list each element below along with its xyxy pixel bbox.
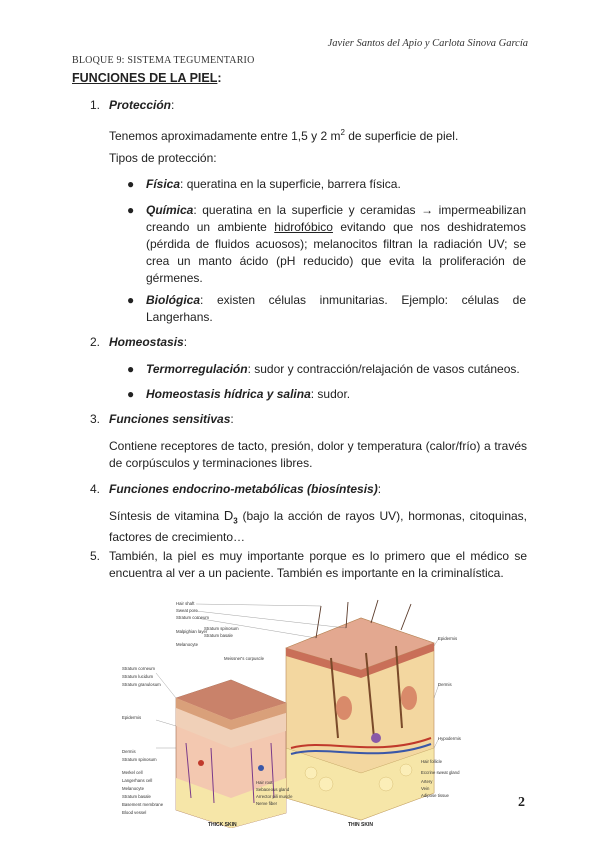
label: Meissner's corpuscle [224, 656, 264, 661]
label: Langerhans cell [122, 778, 153, 783]
page-number: 2 [518, 795, 525, 810]
item-colon: : [183, 335, 188, 349]
term: Termorregulación [146, 362, 248, 376]
label: Stratum corneum [176, 615, 209, 620]
text: Síntesis de vitamina [109, 509, 224, 523]
term: Física [146, 177, 181, 191]
section-title-text: FUNCIONES DE LA PIEL [72, 71, 218, 85]
label: Stratum spinosum [122, 757, 157, 762]
label: Adipose tissue [421, 793, 449, 798]
underlined-text: hidrofóbico [274, 220, 333, 234]
label: Stratum lucidum [122, 674, 154, 679]
item-number: 2. [90, 335, 101, 349]
label: Nerve fiber [256, 801, 278, 806]
label: Eccrine sweat gland [421, 770, 460, 775]
paragraph [109, 507, 527, 546]
text: de superficie de piel. [344, 129, 459, 143]
term: Biológica [146, 293, 201, 307]
text: evitando que nos deshidratemos (pérdida de fluidos acuosos); melanocitos filtran la radiación UV; se crea un manto ácido (pH reducido) que evita la proliferación de gérmenes. [146, 220, 526, 285]
label: Epidermis [438, 636, 458, 641]
label: Hair root [256, 780, 273, 785]
label: Sebaceous gland [256, 787, 290, 792]
text: : sudor y contracción/relajación de vasos cutáneos. [247, 362, 520, 376]
section-title-colon: : [217, 71, 222, 85]
term: Homeostasis hídrica y salina [146, 387, 311, 401]
label: Melanocyte [176, 642, 198, 647]
label: Malpighian layer [176, 629, 208, 634]
text: : queratina en la superficie, barrera física. [180, 177, 401, 191]
subscript: 3 [233, 516, 238, 526]
label: Melanocyte [122, 786, 144, 791]
labels-top [176, 601, 265, 661]
label: Dermis [122, 749, 136, 754]
bullet-icon: ● [127, 293, 135, 307]
section-title [72, 71, 222, 85]
label: Basement membrane [122, 802, 164, 807]
superscript: 2 [340, 128, 345, 137]
item-colon: : [171, 98, 175, 112]
label: Stratum basale [204, 633, 233, 638]
text: Tenemos aproximadamente entre 1,5 y 2 m [109, 129, 341, 143]
label: Sweat pore [176, 608, 198, 613]
item-title: Funciones endocrino-metabólicas (biosíntesis) [109, 482, 378, 496]
label: Stratum corneum [122, 666, 155, 671]
label: Stratum granulosum [122, 682, 161, 687]
bullet-icon: ● [127, 362, 135, 376]
label: Hypodermis [438, 736, 461, 741]
skin-diagram [116, 598, 464, 828]
paragraph [109, 124, 527, 145]
paragraph: Contiene receptores de tacto, presión, dolor y temperatura (calor/frío) a través de corpúsculos y terminaciones libres. [109, 439, 527, 470]
header-block-title: BLOQUE 9: SISTEMA TEGUMENTARIO [72, 55, 255, 66]
label: Stratum spinosum [204, 626, 239, 631]
text: (bajo la acción de rayos UV), hormonas, citoquinas, factores de crecimiento… [109, 509, 527, 545]
item-2-heading [90, 335, 187, 349]
label: Merkel cell [122, 770, 143, 775]
label: Hair follicle [421, 759, 443, 764]
header-authors: Javier Santos del Apio y Carlota Sinova García [327, 38, 528, 49]
bullet-icon: ● [127, 177, 135, 191]
label: Arrector pili muscle [256, 794, 293, 799]
paragraph: Tipos de protección: [109, 151, 217, 165]
term: Química [146, 203, 194, 217]
caption-thin-skin: THIN SKIN [348, 822, 373, 828]
label: Stratum basale [122, 794, 151, 799]
text: : sudor. [310, 387, 351, 401]
item-title: Homeostasis [109, 335, 184, 349]
label: Artery [421, 779, 433, 784]
labels-left [122, 666, 164, 815]
item-number: 1. [90, 98, 101, 112]
item-title: Protección [109, 98, 172, 112]
bullet-icon: ● [127, 203, 135, 217]
text: : queratina en la superficie y ceramidas → impermeabilizan creando un ambiente [146, 203, 526, 234]
item-number: 3. [90, 412, 101, 426]
label: Epidermis [122, 715, 142, 720]
item-number: 4. [90, 482, 101, 496]
label: Blood vessel [122, 810, 147, 815]
caption-thick-skin: THICK SKIN [208, 822, 237, 828]
item-3-heading [90, 412, 234, 426]
item-title: Funciones sensitivas [109, 412, 231, 426]
item-4-heading [90, 482, 381, 496]
item-number: 5. [90, 549, 101, 563]
text: También, la piel es muy importante porque es lo primero que el médico se encuentra al ver a un paciente. También es importante en la criminalística. [109, 549, 527, 580]
bullet-icon: ● [127, 387, 135, 401]
label: Dermis [438, 682, 452, 687]
thin-skin-block [286, 600, 434, 820]
label: Vein [421, 786, 430, 791]
item-colon: : [230, 412, 234, 426]
item-1-heading [90, 98, 174, 112]
label: Hair shaft [176, 601, 195, 606]
text: : existen células inmunitarias. Ejemplo: células de Langerhans. [146, 293, 526, 324]
text: D [223, 508, 234, 523]
item-colon: : [377, 482, 382, 496]
